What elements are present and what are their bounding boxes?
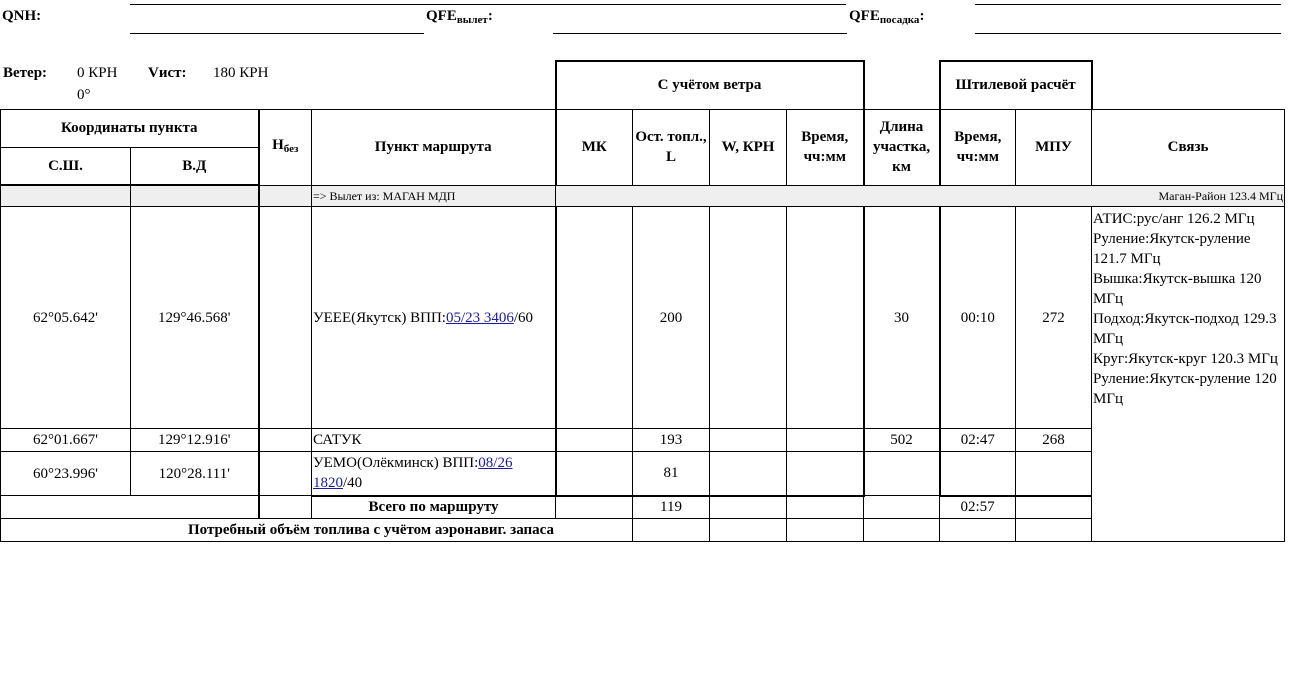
lat-header: С.Ш. bbox=[1, 147, 131, 185]
runway-link-olekminsk-length[interactable]: 1820 bbox=[313, 475, 343, 492]
length-header: Длина участка, км bbox=[864, 109, 940, 185]
comm-header: Связь bbox=[1092, 109, 1285, 185]
totals-time-calm: 02:57 bbox=[940, 496, 1016, 519]
row2-point: САТУК bbox=[312, 429, 556, 452]
row1-time-calm: 00:10 bbox=[940, 207, 1016, 429]
qfe-departure-label: $QFE_{вылет}$: bbox=[426, 8, 493, 26]
fuel-header: Ост. топл., L bbox=[633, 109, 710, 185]
wind-direction: 0° bbox=[77, 87, 91, 103]
departure-comm: Маган-Район 123.4 МГц bbox=[556, 185, 1285, 207]
row3-lon: 120°28.111' bbox=[131, 452, 259, 496]
row1-fuel: 200 bbox=[633, 207, 710, 429]
row2-length: 502 bbox=[864, 429, 940, 452]
route-table bbox=[0, 60, 1285, 542]
totals-label: Всего по маршруту bbox=[312, 496, 556, 519]
row1-mpu: 272 bbox=[1016, 207, 1092, 429]
row2-fuel: 193 bbox=[633, 429, 710, 452]
wind-speed: 0 КРН bbox=[77, 65, 118, 81]
row1-length: 30 bbox=[864, 207, 940, 429]
vist-value: 180 КРН bbox=[213, 65, 269, 81]
row2-lat: 62°01.667' bbox=[1, 429, 131, 452]
comm-line: Вышка:Якутск-вышка 120 МГц bbox=[1093, 271, 1262, 307]
mpu-header: МПУ bbox=[1016, 109, 1092, 185]
top-rule-left bbox=[130, 4, 846, 5]
row2-time-calm: 02:47 bbox=[940, 429, 1016, 452]
w-header: W, КРН bbox=[710, 109, 787, 185]
row3-lat: 60°23.996' bbox=[1, 452, 131, 496]
table-row bbox=[1, 207, 1285, 429]
time-wind-header: Время, чч:мм bbox=[787, 109, 864, 185]
lon-header: В.Д bbox=[131, 147, 259, 185]
comm-line: АТИС:рус/анг 126.2 МГц bbox=[1093, 211, 1255, 227]
fuel-required-label: Потребный объём топлива с учётом аэронавиг. запаса bbox=[1, 519, 633, 542]
vist-label: Vист: bbox=[148, 65, 187, 81]
comm-line: Круг:Якутск-круг 120.3 МГц bbox=[1093, 351, 1278, 367]
departure-row bbox=[1, 185, 1285, 207]
qfe-landing-field[interactable] bbox=[975, 33, 1281, 34]
comm-line: Подход:Якутск-подход 129.3 МГц bbox=[1093, 311, 1277, 347]
wind-label: Ветер: bbox=[3, 65, 48, 81]
point-header: Пункт маршрута bbox=[312, 109, 556, 185]
coords-header: Координаты пункта bbox=[1, 109, 259, 147]
group-calm: Штилевой расчёт bbox=[940, 61, 1092, 109]
group-with-wind: С учётом ветра bbox=[556, 61, 864, 109]
comm-line: Руление:Якутск-руление 121.7 МГц bbox=[1093, 231, 1251, 267]
row3-point: УЕМО(Олёкминск) ВПП:08/26 1820/40 bbox=[312, 452, 556, 496]
totals-fuel: 119 bbox=[633, 496, 710, 519]
top-rule-right bbox=[975, 4, 1281, 5]
row1-point: УЕЕЕ(Якутск) ВПП:05/23 3406/60 bbox=[312, 207, 556, 429]
time-calm-header: Время, чч:мм bbox=[940, 109, 1016, 185]
runway-link-olekminsk[interactable]: 08/26 bbox=[478, 455, 513, 472]
qnh-label: QNH: bbox=[2, 8, 42, 24]
row2-lon: 129°12.916' bbox=[131, 429, 259, 452]
row1-lon: 129°46.568' bbox=[131, 207, 259, 429]
row1-comm bbox=[1092, 207, 1285, 542]
qnh-field[interactable] bbox=[130, 33, 424, 34]
row2-mpu: 268 bbox=[1016, 429, 1092, 452]
qfe-landing-label: $QFE_{посадка}$: bbox=[849, 8, 925, 26]
qfe-departure-field[interactable] bbox=[553, 33, 847, 34]
h-header: $H_{без}$ bbox=[259, 109, 312, 185]
row1-lat: 62°05.642' bbox=[1, 207, 131, 429]
comm-line: Руление:Якутск-руление 120 МГц bbox=[1093, 371, 1277, 407]
row3-fuel: 81 bbox=[633, 452, 710, 496]
mk-header: МК bbox=[556, 109, 633, 185]
departure-text: => Вылет из: МАГАН МДП bbox=[312, 185, 556, 207]
runway-link-yakutsk[interactable]: 05/23 3406 bbox=[445, 309, 514, 326]
